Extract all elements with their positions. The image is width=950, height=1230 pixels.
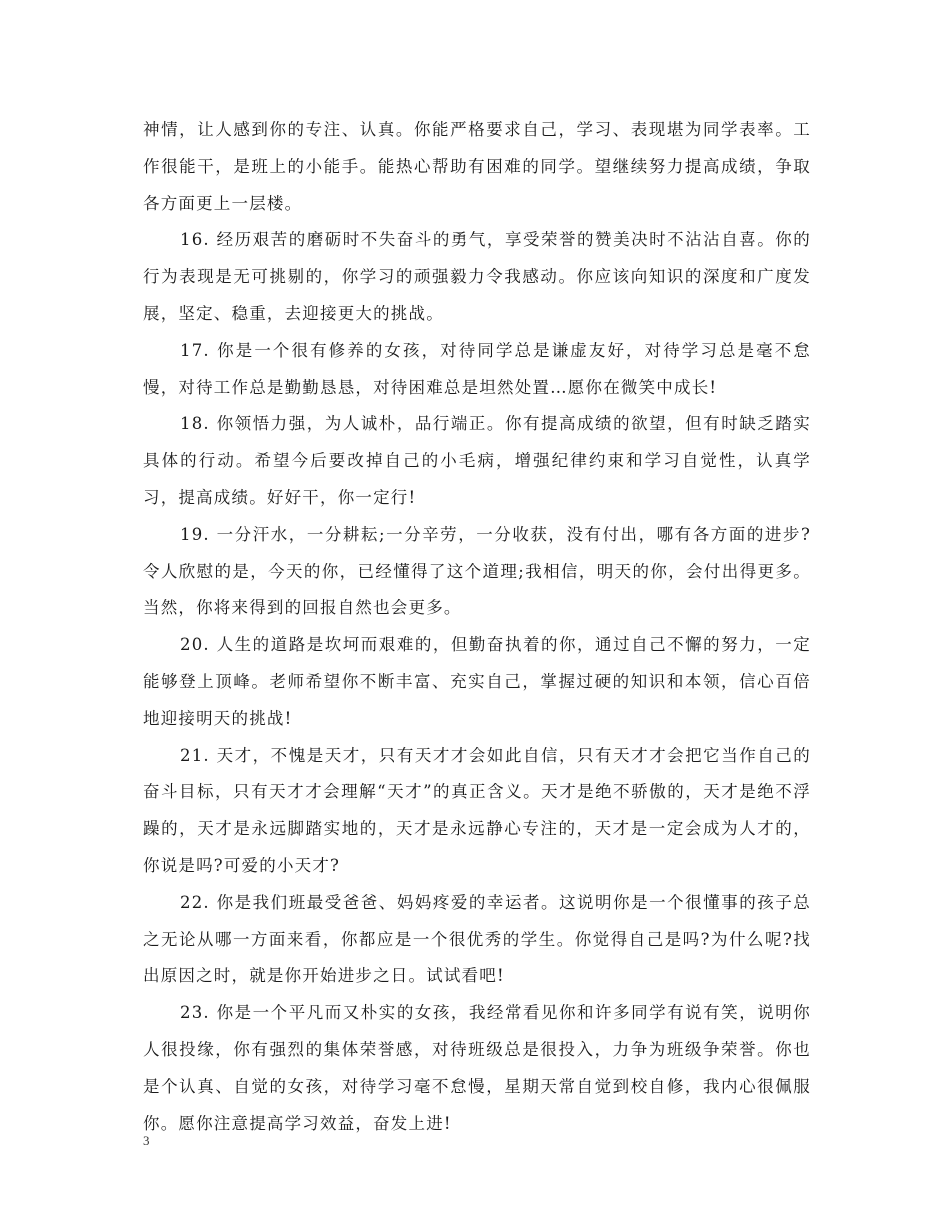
paragraph: 神情，让人感到你的专注、认真。你能严格要求自己，学习、表现堪为同学表率。工作很能干，是班上的小能手。能热心帮助有困难的同学。望继续努力提高成绩，争取各方面更上一层楼。 [143, 120, 811, 213]
paragraph: 17. 你是一个很有修养的女孩，对待同学总是谦虚友好，对待学习总是毫不怠慢，对待工作总是勤勤恳恳，对待困难总是坦然处置…愿你在微笑中成长! [143, 340, 811, 397]
paragraph: 20. 人生的道路是坎坷而艰难的，但勤奋执着的你，通过自己不懈的努力，一定能够登上顶峰。老师希望你不断丰富、充实自己，掌握过硬的知识和本领，信心百倍地迎接明天的挑战! [143, 635, 811, 728]
paragraph: 21. 天才，不愧是天才，只有天才才会如此自信，只有天才才会把它当作自己的奋斗目标，只有天才才会理解“天才”的真正含义。天才是绝不骄傲的，天才是绝不浮躁的，天才是永远脚踏实地的，天才是永远静心专注的，天才是一定会成为人才的，你说是吗?可爱的小天才? [143, 745, 811, 875]
paragraph: 23. 你是一个平凡而又朴实的女孩，我经常看见你和许多同学有说有笑，说明你人很投缘，你有强烈的集体荣誉感，对待班级总是很投入，力争为班级争荣誉。你也是个认真、自觉的女孩，对待学习毫不怠慢，星期天常自觉到校自修，我内心很佩服你。愿你注意提高学习效益，奋发上进! [143, 1003, 811, 1133]
paragraph: 16. 经历艰苦的磨砺时不失奋斗的勇气，享受荣誉的赞美决时不沾沾自喜。你的行为表现是无可挑剔的，你学习的顽强毅力令我感动。你应该向知识的深度和广度发展，坚定、稳重，去迎接更大的挑战。 [143, 230, 811, 323]
document-body [143, 112, 811, 1142]
paragraph: 22. 你是我们班最受爸爸、妈妈疼爱的幸运者。这说明你是一个很懂事的孩子总之无论从哪一方面来看，你都应是一个很优秀的学生。你觉得自己是吗?为什么呢?找出原因之时，就是你开始进步之日。试试看吧! [143, 892, 811, 986]
page-number: 3 [143, 1133, 150, 1148]
paragraph: 18. 你领悟力强，为人诚朴，品行端正。你有提高成绩的欲望，但有时缺乏踏实具体的行动。希望今后要改掉自己的小毛病，增强纪律约束和学习自觉性，认真学习，提高成绩。好好干，你一定行! [143, 414, 811, 507]
paragraph: 19. 一分汗水，一分耕耘;一分辛劳，一分收获，没有付出，哪有各方面的进步?令人欣慰的是，今天的你，已经懂得了这个道理;我相信，明天的你，会付出得更多。当然，你将来得到的回报自然也会更多。 [143, 524, 811, 618]
